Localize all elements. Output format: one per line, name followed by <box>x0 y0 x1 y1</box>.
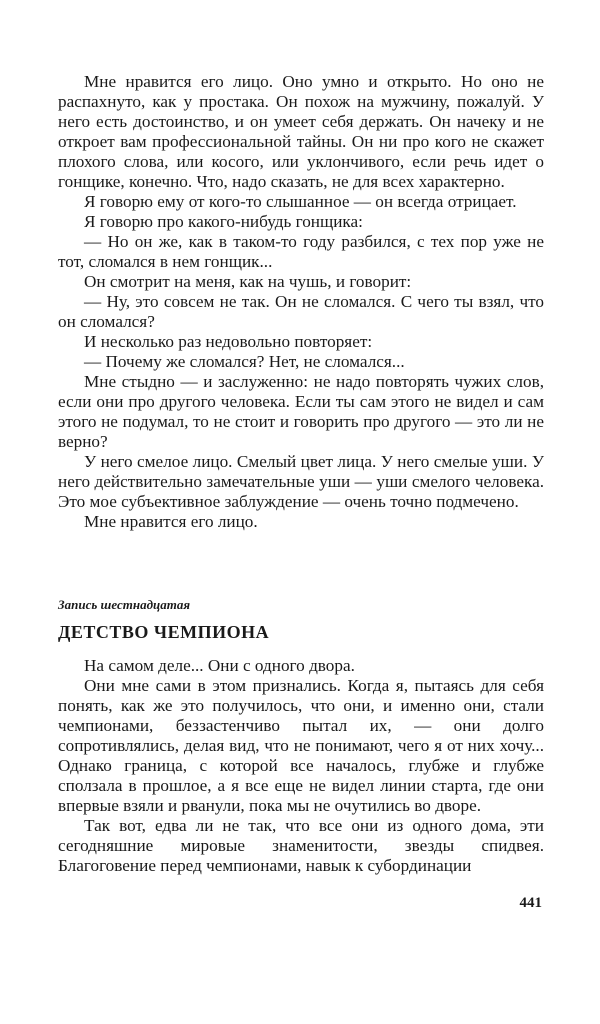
text-block-top <box>58 72 544 532</box>
paragraph: И несколько раз недовольно повторяет: <box>84 332 373 351</box>
paragraph: Мне нравится его лицо. Оно умно и открыто. Но оно не распахнуто, как у простака. Он похож на мужчину, пожалуй. У него есть достоинство, и он умеет себя держать. Он начеку и не откроет вам профессиональной тайны. Он ни про кого не скажет плохого слова, или косого, или уклончивого, если речь идет о гонщике, конечно. Что, надо сказать, не для всех характерно. <box>58 72 544 191</box>
text-block-bottom <box>58 656 544 876</box>
paragraph: У него смелое лицо. Смелый цвет лица. У него смелые уши. У него действительно замечательные уши — уши смелого человека. Это мое субъективное заблуждение — очень точно подмечено. <box>58 452 544 511</box>
paragraph: Они мне сами в этом признались. Когда я, пытаясь для себя понять, как же это получилось, что они, и именно они, стали чемпионами, беззастенчиво пытал их, — они долго сопротивлялись, делая вид, что не понимают, чего я от них хочу... Однако граница, с которой все началось, глубже и глубже сползала в прошлое, а я все еще не видел линии старта, где они впервые взяли и рванули, пока мы не очутились во дворе. <box>58 676 544 815</box>
paragraph: Мне нравится его лицо. <box>84 512 258 531</box>
paragraph: Я говорю ему от кого-то слышанное — он всегда отрицает. <box>84 192 517 211</box>
paragraph: Я говорю про какого-нибудь гонщика: <box>84 212 363 231</box>
section-title: ДЕТСТВО ЧЕМПИОНА <box>58 622 270 642</box>
paragraph: На самом деле... Они с одного двора. <box>84 656 355 675</box>
paragraph: — Но он же, как в таком-то году разбился, с тех пор уже не тот, сломался в нем гонщик... <box>58 232 544 271</box>
paragraph: — Ну, это совсем не так. Он не сломался. С чего ты взял, что он сломался? <box>58 292 544 331</box>
paragraph: Он смотрит на меня, как на чушь, и говорит: <box>84 272 412 291</box>
section-label: Запись шестнадцатая <box>58 597 191 612</box>
paragraph: Мне стыдно — и заслуженно: не надо повторять чужих слов, если они про другого человека. Если ты сам этого не видел и сам этого не подумал, то не стоит и говорить про другого — это ли не верно? <box>58 372 544 451</box>
paragraph: Так вот, едва ли не так, что все они из одного дома, эти сегодняшние мировые знаменитости, звезды спидвея. Благоговение перед чемпионами, навык к субординации <box>58 816 544 875</box>
page-number: 441 <box>519 895 542 911</box>
paragraph: — Почему же сломался? Нет, не сломался... <box>84 352 405 371</box>
